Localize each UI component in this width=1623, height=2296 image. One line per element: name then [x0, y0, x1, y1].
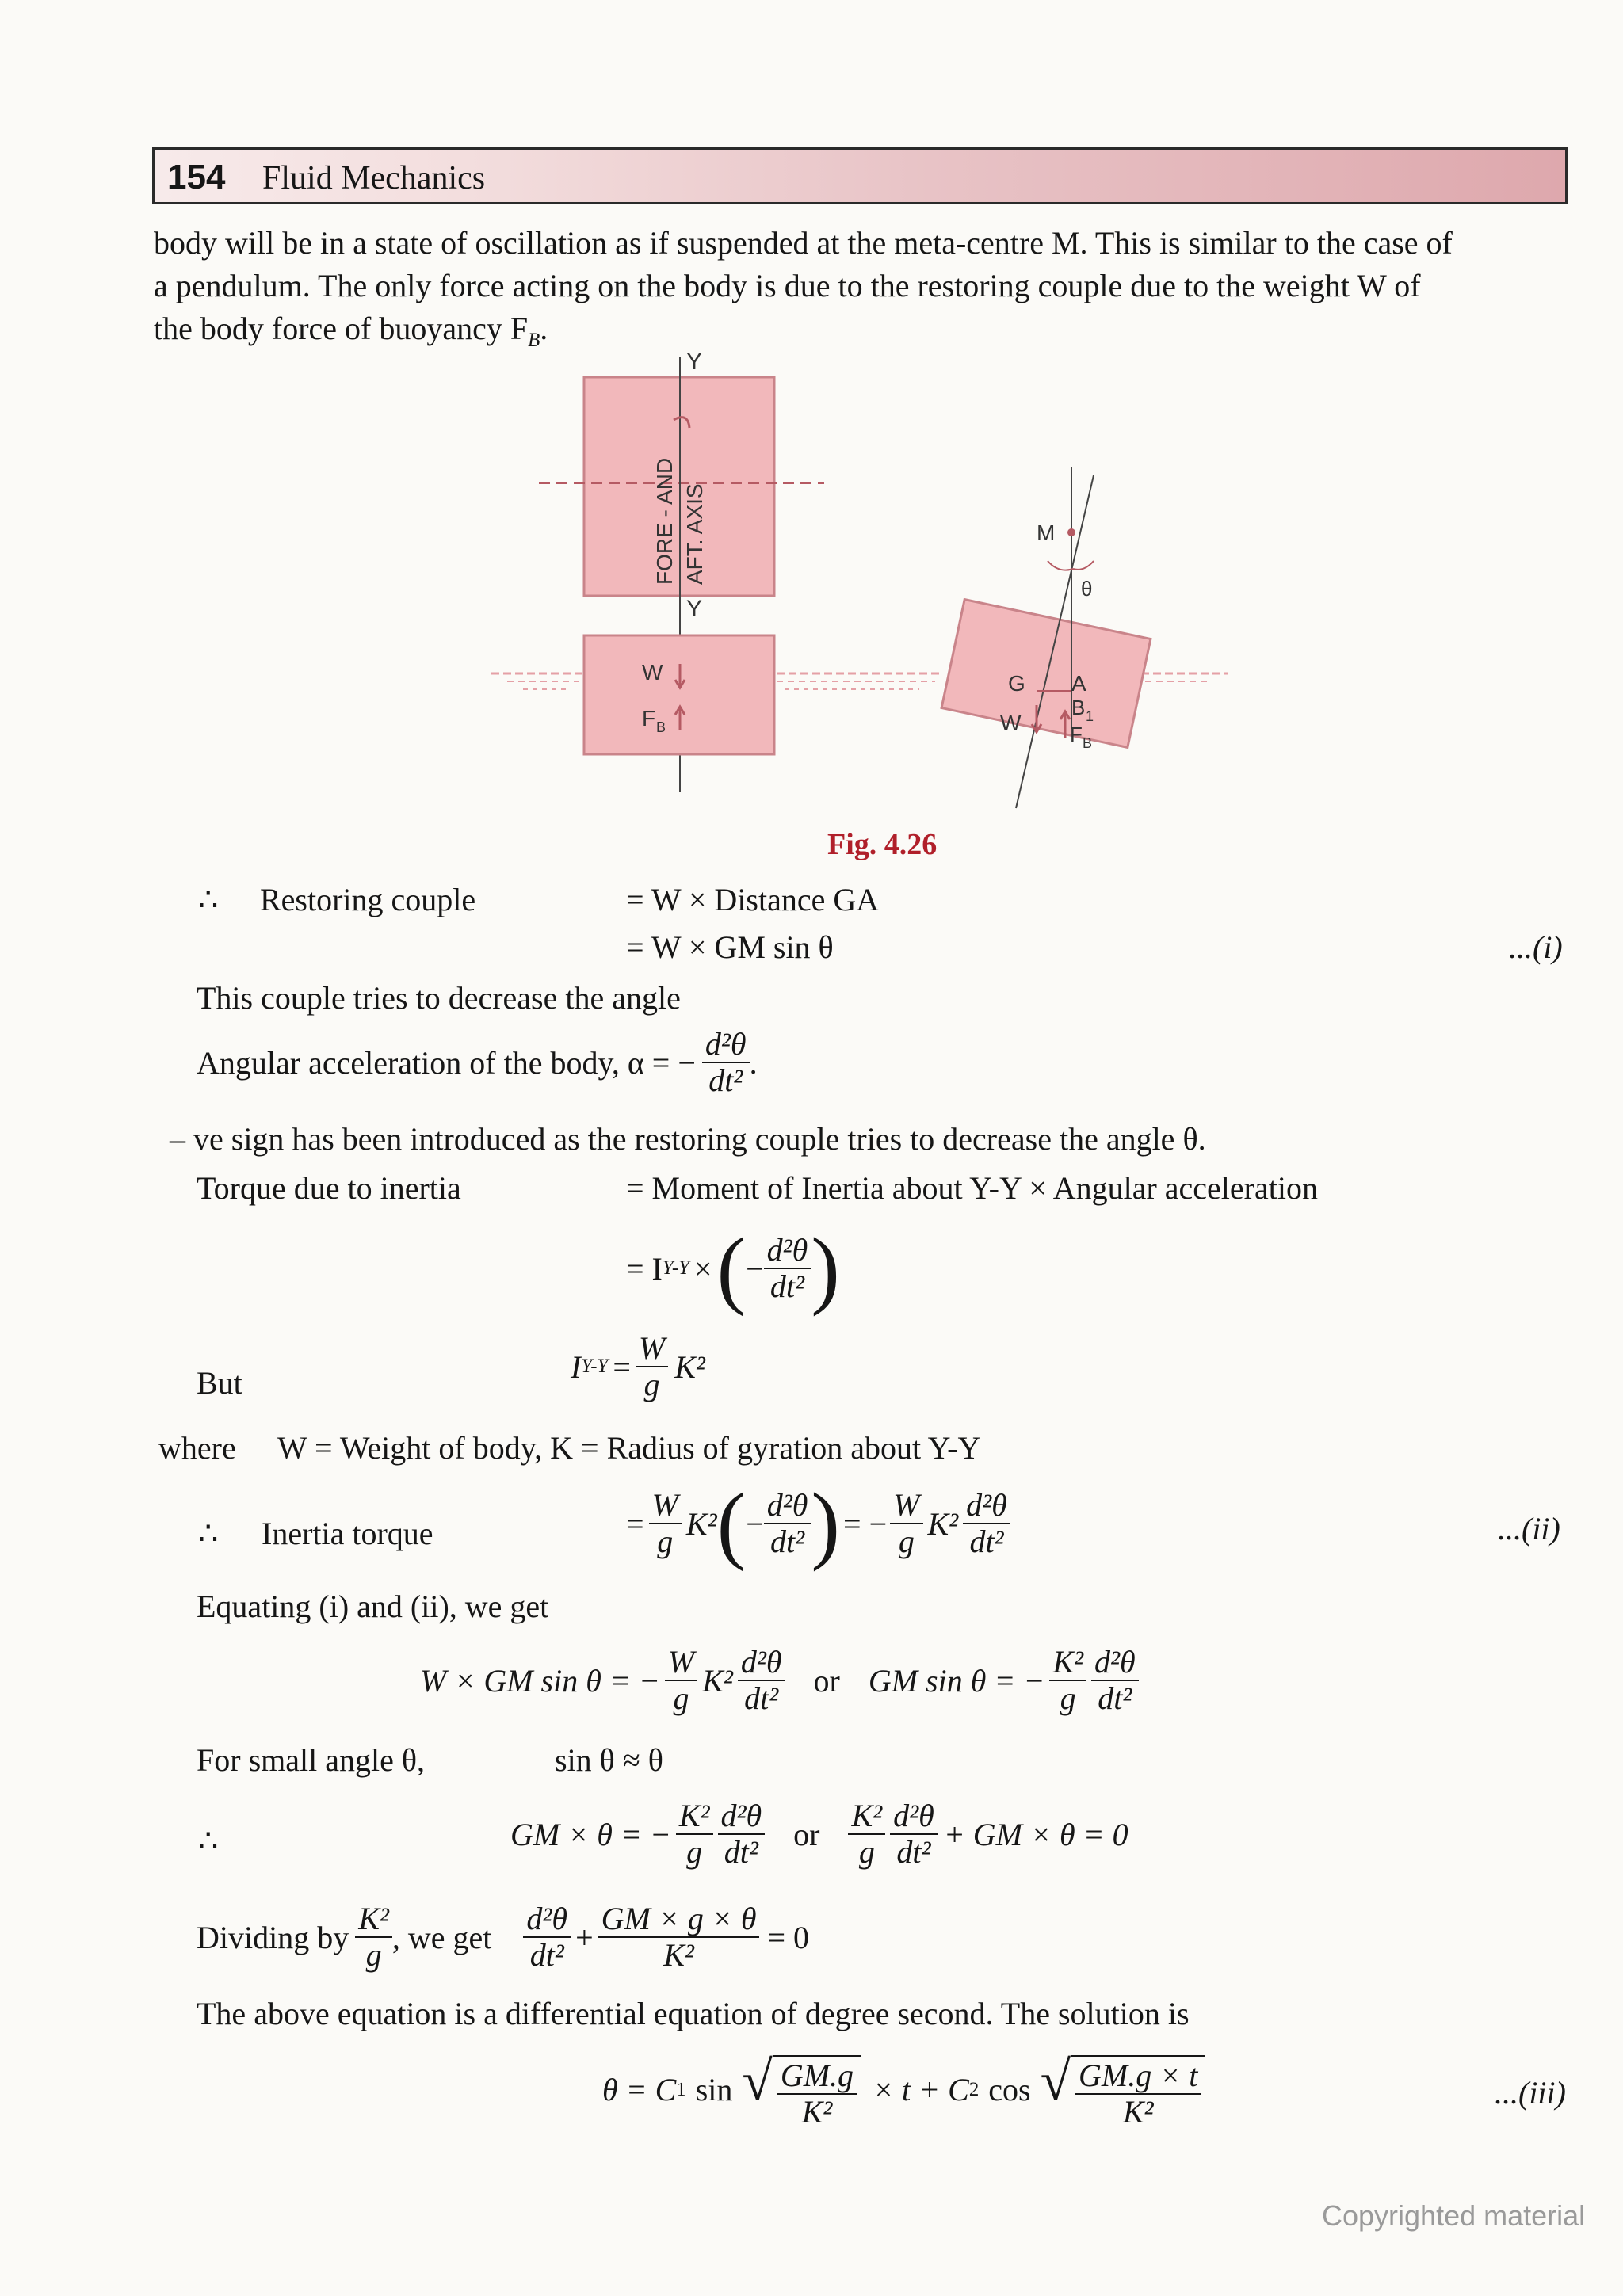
- iyy-equation: I Y-Y = $\frac{W}{g}$ K²: [571, 1330, 705, 1402]
- torque-inertia-eq: = Moment of Inertia about Y-Y × Angular acceleration: [626, 1170, 1318, 1206]
- dividing-line: Dividing by $\frac{\text{K²}}{g}$ , we get $\frac{\text{d²θ}}{\text{dt²}}$ + $\frac{GM \times g \times \theta}{\text{K²}}$ = 0: [197, 1901, 810, 1973]
- label-fb-right: F: [1070, 723, 1083, 746]
- figure-4-26: [475, 349, 1252, 824]
- where-text: W = Weight of body, K = Radius of gyration about Y-Y: [277, 1430, 981, 1466]
- label-y-top: Y: [686, 349, 703, 375]
- label-w-right: W: [1000, 711, 1022, 735]
- decrease-text: This couple tries to decrease the angle: [197, 980, 681, 1016]
- water-surface-right: [1141, 673, 1228, 681]
- label-m: M: [1037, 521, 1056, 545]
- intro-line-3: the body force of buoyancy $F_B$.: [154, 311, 548, 351]
- heeled-section-body: [941, 600, 1151, 748]
- book-title: Fluid Mechanics: [262, 160, 486, 196]
- therefore-3: ∴: [198, 1823, 219, 1859]
- eq-restoring-1: = W × Distance GA: [626, 882, 880, 917]
- eq-number-iii: ...(iii): [1495, 2075, 1566, 2111]
- solution-text: The above equation is a differential equation of degree second. The solution is: [197, 1996, 1190, 2031]
- label-b1-sub: 1: [1086, 708, 1094, 724]
- inertia-torque-label: Inertia torque: [262, 1516, 433, 1551]
- therefore-1: ∴: [198, 882, 219, 917]
- page-number: 154: [167, 158, 226, 196]
- where-label: where: [158, 1430, 236, 1466]
- running-header: [152, 147, 1568, 204]
- eq-restoring-2: = W × GM sin θ: [626, 929, 834, 965]
- label-fb-left-sub: B: [656, 719, 666, 735]
- label-a: A: [1071, 671, 1086, 696]
- angular-acceleration-line: Angular acceleration of the body, α = − $\frac{\text{d²θ}}{\text{dt²}}$ .: [197, 1026, 758, 1098]
- small-angle-label: For small angle θ,: [197, 1742, 426, 1778]
- restoring-couple-label: Restoring couple: [260, 882, 476, 917]
- label-b1: B: [1071, 696, 1086, 719]
- but-label: But: [197, 1365, 242, 1401]
- small-angle-eq: sin θ ≈ θ: [555, 1742, 663, 1778]
- inertia-torque-eq: = $\frac{W}{g}$ K² ( − $\frac{\text{d²θ}}{\text{dt²}}$ ) = − $\frac{W}{g}$ K² $\frac{\text{d²θ}}{\text{dt²}}$: [626, 1480, 1010, 1567]
- figure-caption: Fig. 4.26: [827, 828, 938, 861]
- label-theta: θ: [1081, 577, 1093, 601]
- eq-number-i: ...(i): [1509, 929, 1563, 965]
- metacentre-point: [1067, 528, 1075, 536]
- copyright-notice: Copyrighted material: [1322, 2199, 1586, 2232]
- negative-sign-text: – ve sign has been introduced as the restoring couple tries to decrease the angle θ.: [170, 1121, 1206, 1157]
- label-fb-right-sub: B: [1083, 735, 1093, 751]
- therefore-2: ∴: [198, 1516, 219, 1551]
- intro-line-2: a pendulum. The only force acting on the body is due to the restoring couple due to the weight W of: [154, 268, 1421, 303]
- gm-theta-equation: GM × θ = − $\frac{\text{K²}}{g}$ $\frac{\text{d²θ}}{\text{dt²}}$ or $\frac{\text{K²}}{g}$ $\frac{\text{d²θ}}{\text{dt²}}$ + GM × θ = 0: [510, 1798, 1128, 1870]
- combined-equation: W × GM sin θ = − $\frac{W}{g}$ K² $\frac{\text{d²θ}}{\text{dt²}}$ or GM sin θ = − $\frac{\text{K²}}{g}$ $\frac{\text{d²θ}}{\text{dt²}}$: [420, 1645, 1139, 1716]
- upright-section-body: [584, 635, 774, 754]
- intro-paragraph: [154, 222, 1572, 362]
- label-fb-left: F: [642, 706, 656, 730]
- label-y-bottom: Y: [686, 596, 703, 622]
- torque-inertia-eq2: = I Y-Y × ( − $\frac{\text{d²θ}}{\text{dt²}}$ ): [626, 1220, 840, 1317]
- eq-number-ii: ...(ii): [1498, 1511, 1560, 1547]
- solution-equation: θ = C 1 sin √ $\frac{GM.g}{\text{K²}}$ × t + C 2 cos √ $\frac{GM.g \times t}{\text{K²}}$: [602, 2050, 1205, 2130]
- intro-line-1: body will be in a state of oscillation as if suspended at the meta-centre M. This is similar to the case of: [154, 225, 1453, 261]
- label-axis-line2: AFT. AXIS: [682, 483, 707, 585]
- label-w-left: W: [642, 660, 663, 685]
- torque-inertia-label: Torque due to inertia: [197, 1170, 461, 1206]
- label-axis-line1: FORE - AND: [652, 457, 677, 585]
- label-g: G: [1008, 671, 1025, 696]
- equating-text: Equating (i) and (ii), we get: [197, 1589, 549, 1624]
